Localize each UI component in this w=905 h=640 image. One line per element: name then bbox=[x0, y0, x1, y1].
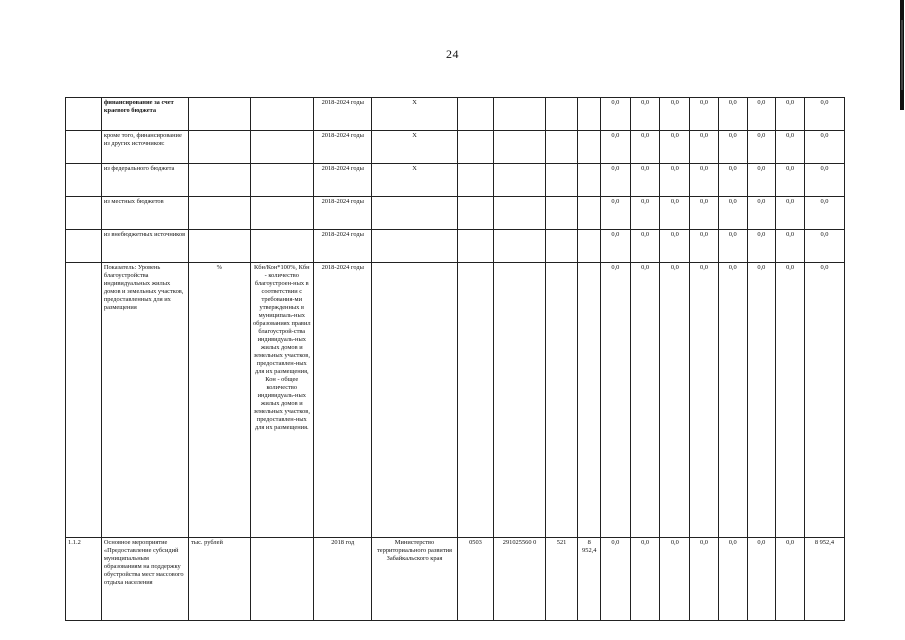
value-cell: 0,0 bbox=[776, 164, 805, 197]
table-row bbox=[66, 131, 845, 164]
value-cell: 0,0 bbox=[601, 197, 631, 230]
value-cell: 0,0 bbox=[601, 538, 631, 621]
row-period: 2018-2024 годы bbox=[314, 230, 372, 263]
row-code-article: 291025560 0 bbox=[494, 538, 545, 621]
value-cell: 0,0 bbox=[630, 230, 660, 263]
row-unit bbox=[189, 131, 251, 164]
value-cell: 0,0 bbox=[660, 98, 690, 131]
row-code-article bbox=[494, 164, 545, 197]
value-cell: 0,0 bbox=[776, 197, 805, 230]
value-cell: 0,0 bbox=[660, 263, 690, 538]
value-cell: 0,0 bbox=[601, 98, 631, 131]
row-executor: X bbox=[372, 131, 457, 164]
row-code-type: 521 bbox=[545, 538, 578, 621]
value-cell: 0,0 bbox=[690, 230, 719, 263]
value-cell: 0,0 bbox=[630, 164, 660, 197]
row-code-article bbox=[494, 230, 545, 263]
value-cell: 0,0 bbox=[718, 230, 747, 263]
row-name: из федерального бюджета bbox=[101, 164, 188, 197]
value-cell: 0,0 bbox=[804, 230, 844, 263]
row-number bbox=[66, 98, 102, 131]
program-table bbox=[65, 97, 845, 621]
value-cell: 0,0 bbox=[776, 263, 805, 538]
value-cell: 0,0 bbox=[690, 197, 719, 230]
page-number: 24 bbox=[446, 47, 459, 61]
value-cell: 0,0 bbox=[630, 197, 660, 230]
row-number bbox=[66, 131, 102, 164]
value-cell: 0,0 bbox=[804, 263, 844, 538]
row-name: Основное мероприятие «Предоставление субсидий муниципальным образованиям на поддержку обустройства мест массового отдыха населения bbox=[101, 538, 188, 621]
value-cell: 0,0 bbox=[776, 131, 805, 164]
value-cell: 0,0 bbox=[660, 164, 690, 197]
value-cell: 0,0 bbox=[747, 538, 776, 621]
value-cell: 0,0 bbox=[776, 538, 805, 621]
row-code-section bbox=[457, 263, 494, 538]
value-cell: 0,0 bbox=[690, 131, 719, 164]
table-row bbox=[66, 230, 845, 263]
row-formula bbox=[250, 164, 314, 197]
value-cell: 0,0 bbox=[718, 131, 747, 164]
row-executor: Министерство территориального развития Забайкальского края bbox=[372, 538, 457, 621]
row-code-article bbox=[494, 197, 545, 230]
value-cell: 0,0 bbox=[804, 98, 844, 131]
table-row bbox=[66, 98, 845, 131]
row-period: 2018-2024 годы bbox=[314, 98, 372, 131]
value-cell: 0,0 bbox=[630, 131, 660, 164]
row-period: 2018-2024 годы bbox=[314, 164, 372, 197]
row-code-section bbox=[457, 164, 494, 197]
value-cell: 0,0 bbox=[718, 197, 747, 230]
table-row bbox=[66, 197, 845, 230]
row-code-section bbox=[457, 131, 494, 164]
row-unit bbox=[189, 230, 251, 263]
row-code-type bbox=[545, 131, 578, 164]
value-cell: 0,0 bbox=[660, 197, 690, 230]
value-cell: 0,0 bbox=[718, 98, 747, 131]
value-cell: 0,0 bbox=[690, 164, 719, 197]
value-cell: 0,0 bbox=[747, 164, 776, 197]
table-row bbox=[66, 263, 845, 538]
row-code-type bbox=[545, 197, 578, 230]
row-total bbox=[578, 197, 601, 230]
row-unit bbox=[189, 98, 251, 131]
row-executor bbox=[372, 263, 457, 538]
value-cell: 0,0 bbox=[804, 164, 844, 197]
value-cell: 0,0 bbox=[601, 230, 631, 263]
table-row bbox=[66, 538, 845, 621]
row-executor: X bbox=[372, 164, 457, 197]
row-name: из местных бюджетов bbox=[101, 197, 188, 230]
row-name: финансирование за счет краевого бюджета bbox=[101, 98, 188, 131]
value-cell: 0,0 bbox=[747, 263, 776, 538]
row-number bbox=[66, 164, 102, 197]
row-executor bbox=[372, 197, 457, 230]
row-total bbox=[578, 98, 601, 131]
value-cell: 0,0 bbox=[660, 538, 690, 621]
value-cell: 0,0 bbox=[601, 164, 631, 197]
row-name: Показатель: Уровень благоустройства индивидуальных жилых домов и земельных участков, предоставленных для их размещения bbox=[101, 263, 188, 538]
value-cell: 0,0 bbox=[747, 98, 776, 131]
row-executor: X bbox=[372, 98, 457, 131]
row-number: 1.1.2 bbox=[66, 538, 102, 621]
row-code-section: 0503 bbox=[457, 538, 494, 621]
row-number bbox=[66, 263, 102, 538]
row-code-article bbox=[494, 263, 545, 538]
value-cell: 0,0 bbox=[747, 197, 776, 230]
value-cell: 0,0 bbox=[601, 263, 631, 538]
value-cell: 0,0 bbox=[690, 538, 719, 621]
row-formula bbox=[250, 230, 314, 263]
value-cell: 0,0 bbox=[718, 164, 747, 197]
row-total bbox=[578, 164, 601, 197]
value-cell: 0,0 bbox=[718, 263, 747, 538]
value-cell: 0,0 bbox=[630, 538, 660, 621]
value-cell: 0,0 bbox=[601, 131, 631, 164]
row-code-type bbox=[545, 263, 578, 538]
value-cell: 0,0 bbox=[718, 538, 747, 621]
row-code-section bbox=[457, 230, 494, 263]
row-formula bbox=[250, 98, 314, 131]
value-cell: 0,0 bbox=[747, 230, 776, 263]
value-cell: 0,0 bbox=[804, 197, 844, 230]
row-code-type bbox=[545, 98, 578, 131]
row-name: из внебюджетных источников bbox=[101, 230, 188, 263]
row-name: кроме того, финансирование из других источников: bbox=[101, 131, 188, 164]
row-unit: % bbox=[189, 263, 251, 538]
row-code-section bbox=[457, 98, 494, 131]
row-code-article bbox=[494, 98, 545, 131]
row-unit bbox=[189, 164, 251, 197]
row-total: 8 952,4 bbox=[578, 538, 601, 621]
value-cell: 0,0 bbox=[690, 263, 719, 538]
row-code-type bbox=[545, 230, 578, 263]
row-unit: тыс. рублей bbox=[189, 538, 251, 621]
value-cell: 0,0 bbox=[776, 230, 805, 263]
row-code-type bbox=[545, 164, 578, 197]
row-formula bbox=[250, 538, 314, 621]
value-cell: 0,0 bbox=[660, 131, 690, 164]
value-cell: 0,0 bbox=[776, 98, 805, 131]
value-cell: 0,0 bbox=[660, 230, 690, 263]
row-total bbox=[578, 230, 601, 263]
value-cell: 0,0 bbox=[804, 131, 844, 164]
table-row bbox=[66, 164, 845, 197]
scan-edge-mark-inner bbox=[901, 20, 903, 90]
row-code-article bbox=[494, 131, 545, 164]
value-cell: 0,0 bbox=[747, 131, 776, 164]
row-code-section bbox=[457, 197, 494, 230]
value-cell: 0,0 bbox=[690, 98, 719, 131]
row-number bbox=[66, 197, 102, 230]
row-executor bbox=[372, 230, 457, 263]
value-cell: 0,0 bbox=[630, 263, 660, 538]
row-formula bbox=[250, 131, 314, 164]
row-period: 2018-2024 годы bbox=[314, 197, 372, 230]
value-cell: 8 952,4 bbox=[804, 538, 844, 621]
row-period: 2018-2024 годы bbox=[314, 263, 372, 538]
row-unit bbox=[189, 197, 251, 230]
row-period: 2018-2024 годы bbox=[314, 131, 372, 164]
row-total bbox=[578, 131, 601, 164]
value-cell: 0,0 bbox=[630, 98, 660, 131]
row-period: 2018 год bbox=[314, 538, 372, 621]
row-formula: Кбн/Кон*100%, Кбн - количество благоустроен-ных в соответствии с требования-ми утвержденных в муниципаль-ных образованиях правил благоустрой-ства индивидуаль-ных жилых домов и земельных участков, предоставлен-ных для их размещения, Кон - общее количество индивидуаль-ных жилых домов и земельных участков, предоставлен-ных для их размещения. bbox=[250, 263, 314, 538]
row-formula bbox=[250, 197, 314, 230]
row-number bbox=[66, 230, 102, 263]
row-total bbox=[578, 263, 601, 538]
